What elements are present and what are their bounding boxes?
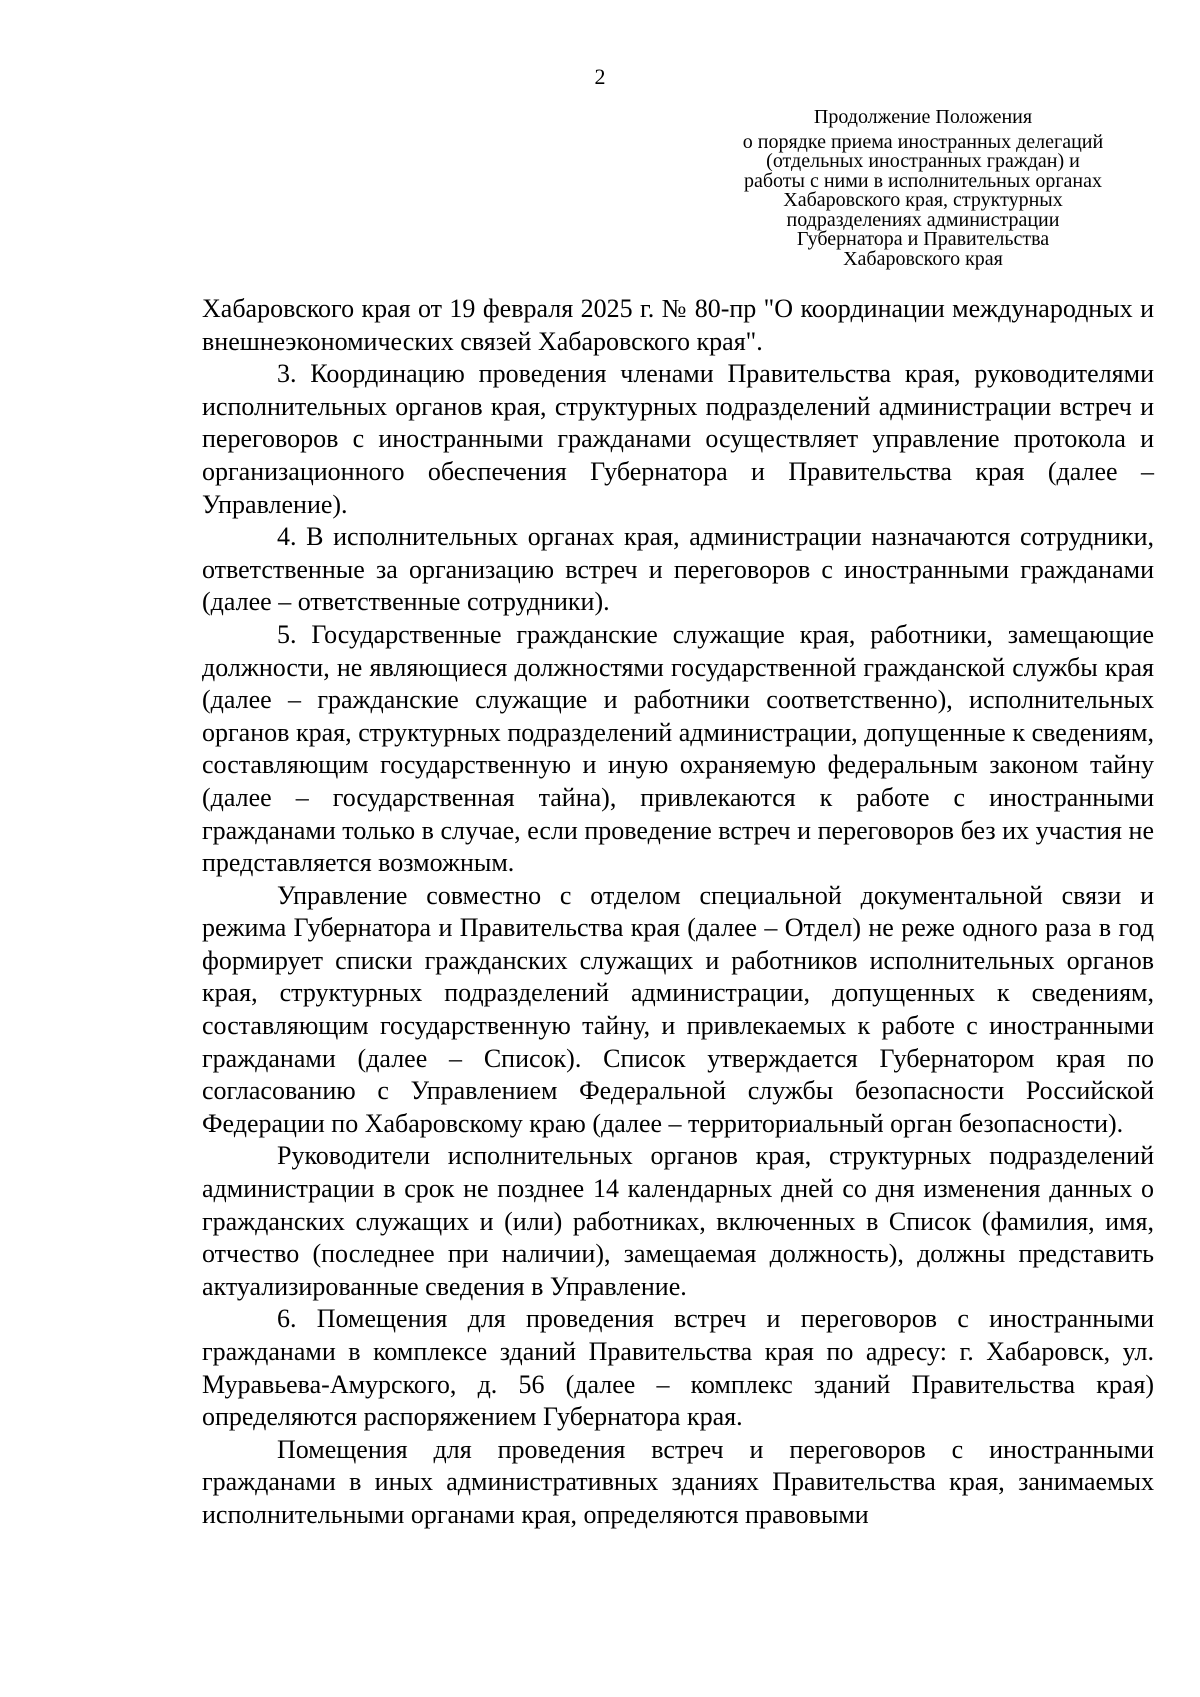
header-line: (отдельных иностранных граждан) и: [766, 150, 1080, 172]
header-line: Хабаровского края, структурных: [783, 189, 1063, 211]
paragraph-item-3: 3. Координацию проведения членами Правительства края, руководителями исполнительных органов края, структурных подразделений администрации встреч и переговоров с иностранными гражданами осуществляет управление протокола и организационного обеспечения Губернатора и Правительства края (далее – Управление).: [202, 359, 1154, 519]
paragraph-item-6: 6. Помещения для проведения встреч и переговоров с иностранными гражданами в комплексе зданий Правительства края по адресу: г. Хабаровск, ул. Муравьева-Амурского, д. 56 (далее – комплекс зданий Правительства края) определяются распоряжением Губернатора края.: [202, 1304, 1154, 1432]
header-line: о порядке приема иностранных делегаций: [742, 130, 1104, 153]
header-title: Продолжение Положения: [813, 106, 1033, 128]
document-header: [683, 108, 1163, 269]
paragraph-other-premises: Помещения для проведения встреч и переговоров с иностранными гражданами в иных административных зданиях Правительства края, занимаемых исполнительными органами края, определяются правовыми: [202, 1434, 1154, 1529]
page-number: 2: [594, 64, 606, 89]
document-body: [202, 293, 1154, 1532]
header-line: Хабаровского края: [843, 247, 1003, 270]
paragraph-heads-update: Руководители исполнительных органов края, структурных подразделений администрации в срок не позднее 14 календарных дней со дня изменения данных о гражданских служащих и (или) работниках, включенных в Список (фамилия, имя, отчество (последнее при наличии), замещаемая должность), должны представить актуализированные сведения в Управление.: [202, 1141, 1154, 1301]
paragraph-continuation: Хабаровского края от 19 февраля 2025 г. № 80-пр "О координации международных и внешнеэкономических связей Хабаровского края".: [202, 294, 1154, 356]
paragraph-item-5: 5. Государственные гражданские служащие края, работники, замещающие должности, не являющиеся должностями государственной гражданской службы края (далее – гражданские служащие и работники соответственно), исполнительных органов края, структурных подразделений администрации, допущенные к сведениям, составляющим государственную и иную охраняемую федеральным законом тайну (далее – государственная тайна), привлекаются к работе с иностранными гражданами только в случае, если проведение встреч и переговоров без их участия не представляется возможным.: [202, 619, 1154, 878]
header-line: Губернатора и Правительства: [796, 228, 1050, 250]
header-line: подразделениях администрации: [786, 208, 1060, 231]
header-line: работы с ними в исполнительных органах: [744, 169, 1102, 192]
paragraph-lists: Управление совместно с отделом специальной документальной связи и режима Губернатора и Правительства края (далее – Отдел) не реже одного раза в год формирует списки гражданских служащих и работников исполнительных органов края, структурных подразделений администрации, допущенных к сведениям, составляющим государственную тайну, и привлекаемых к работе с иностранными гражданами (далее – Список). Список утверждается Губернатором края по согласованию с Управлением Федеральной службы безопасности Российской Федерации по Хабаровскому краю (далее – территориальный орган безопасности).: [202, 880, 1154, 1138]
paragraph-item-4: 4. В исполнительных органах края, администрации назначаются сотрудники, ответственные за организацию встреч и переговоров с иностранными гражданами (далее – ответственные сотрудники).: [202, 522, 1154, 617]
